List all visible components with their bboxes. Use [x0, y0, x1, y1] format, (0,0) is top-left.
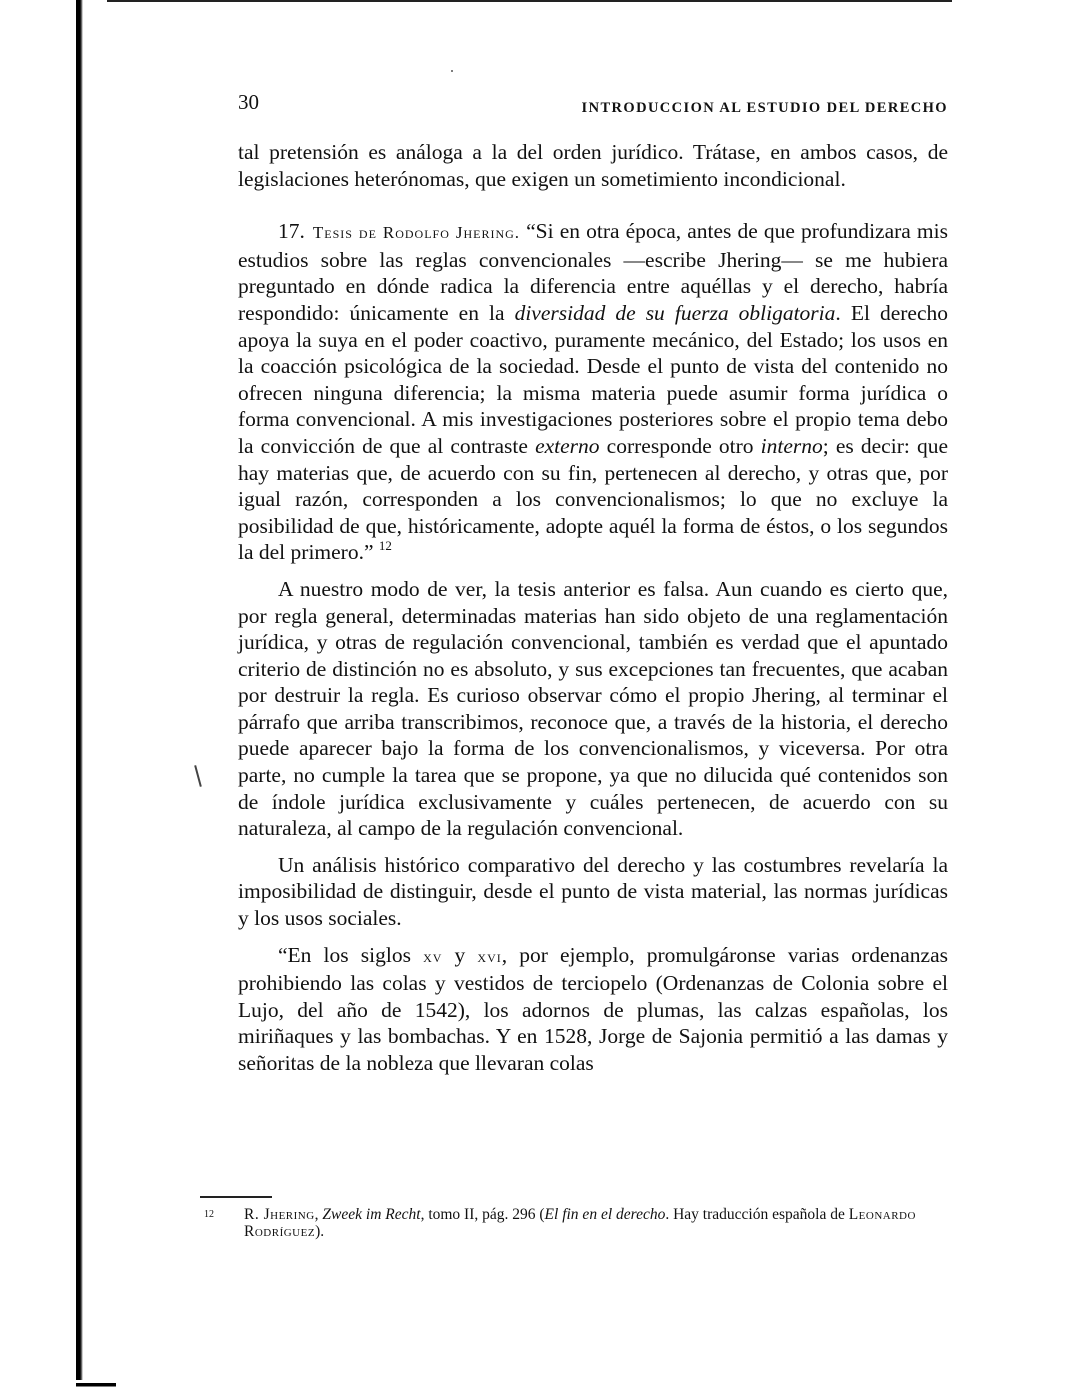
quote-text: “En los siglos — [278, 942, 424, 967]
century-numeral: xv — [423, 946, 443, 966]
footnote-author: R. Jhering — [244, 1206, 315, 1223]
footnote-work-title: Zweek im Recht — [322, 1206, 421, 1223]
paragraph-historical-quote — [238, 942, 948, 1077]
quote-text: corresponde otro — [599, 433, 761, 458]
footnote-text: , tomo II, pág. 296 ( — [420, 1206, 545, 1223]
paragraph-historical-analysis: Un análisis histórico comparativo del derecho y las costumbres revelaría la imposibilidad de distinguir, desde el punto de vista material, las normas jurídicas y los usos sociales. — [238, 852, 948, 931]
page-number: 30 — [238, 90, 259, 114]
section-17-paragraph — [238, 218, 948, 566]
scan-page-edge-top — [107, 0, 952, 2]
century-numeral: xvi — [477, 946, 502, 966]
section-heading: Tesis de Rodolfo Jhering. — [312, 223, 521, 243]
footnote-mark: 12 — [204, 1209, 214, 1220]
scan-page-edge-left — [76, 0, 83, 1380]
footnote-reference: 12 — [378, 538, 392, 554]
quote-text: . El derecho apoya la suya en el poder coactivo, puramente mecánico, del Estado; los usos en la coacción psicológica de la sociedad. Desde el punto de vista del contenido no ofrecen ninguna diferencia; la misma materia puede asumir forma jurídica o forma convencional. A mis investigaciones posteriores sobre el propio tema debo la convicción de que al contraste — [238, 300, 948, 458]
scan-speck — [451, 70, 453, 72]
book-page — [238, 90, 948, 1087]
quote-text: y — [442, 942, 478, 967]
section-number: 17. — [278, 219, 305, 244]
footnote-text: . Hay traducción española de — [665, 1206, 849, 1223]
running-title: INTRODUCCION AL ESTUDIO DEL DERECHO — [581, 100, 948, 116]
running-head — [238, 90, 948, 130]
paragraph-continuation: tal pretensión es análoga a la del orden jurídico. Trátase, en ambos casos, de legislaciones heterónomas, que exigen un sometimiento incondicional. — [238, 140, 948, 191]
footnote-rule — [200, 1196, 272, 1198]
footnote-text: ). — [315, 1223, 325, 1240]
margin-pencil-mark — [194, 765, 202, 787]
emphasis-text: externo — [535, 433, 600, 458]
quote-text: “Si en otra época, antes de que profundizara mis estudios sobre las reglas convencionales —escribe Jhering— se me hubiera preguntado en dónde radica la diferencia entre aquéllas y el derecho, habría respondido: únicamente en la — [238, 219, 948, 325]
paragraph-critique: A nuestro modo de ver, la tesis anterior es falsa. Aun cuando es cierto que, por regla general, determinadas materias han sido objeto de una reglamentación jurídica, y otras de regulación convencional, también es verdad que el apuntado criterio de distinción no es absoluto, y sus excepciones tan frecuentes, que acaban por destruir la regla. Es curioso observar cómo el propio Jhering, al terminar el párrafo que arriba transcribimos, reconoce que, a través de la historia, el derecho puede aparecer bajo la forma de los convencionalismos, y viceversa. Por otra parte, no cumple la tarea que se propone, ya que no dilucida qué contenidos son de índole jurídica exclusivamente y cuáles pertenecen, de acuerdo con su naturaleza, al campo de la regulación convencional. — [238, 576, 948, 841]
quote-text: ; es decir: que hay materias que, de acuerdo con su fin, pertenecen al derecho, y otras que, por igual razón, corresponden a los convencionalismos; lo que no excluye la posibilidad de que, históricamente, adopte aquél la forma de éstos, o los segundos la del primero.” — [238, 433, 949, 565]
emphasis-text: diversidad de su fuerza obligatoria — [514, 300, 836, 325]
scan-page-corner — [76, 1383, 116, 1397]
footnote-text: , — [314, 1206, 323, 1223]
footnote — [200, 1206, 970, 1240]
emphasis-text: interno — [760, 433, 823, 458]
footnote-translated-title: El fin en el derecho — [544, 1206, 666, 1223]
footnote-body — [244, 1206, 964, 1240]
footnote-translator: Leonardo Rodríguez — [244, 1206, 916, 1240]
quote-text: , por ejemplo, promulgáronse varias ordenanzas prohibiendo las colas y vestidos de terciopelo (Ordenanzas de Colonia sobre el Lujo, del año de 1542), los adornos de plumas, las calzas españolas, los miriñaques y las bombachas. Y en 1528, Jorge de Sajonia permitió a las damas y señoritas de la nobleza que llevaran colas — [238, 942, 949, 1075]
body-text — [238, 139, 948, 1077]
